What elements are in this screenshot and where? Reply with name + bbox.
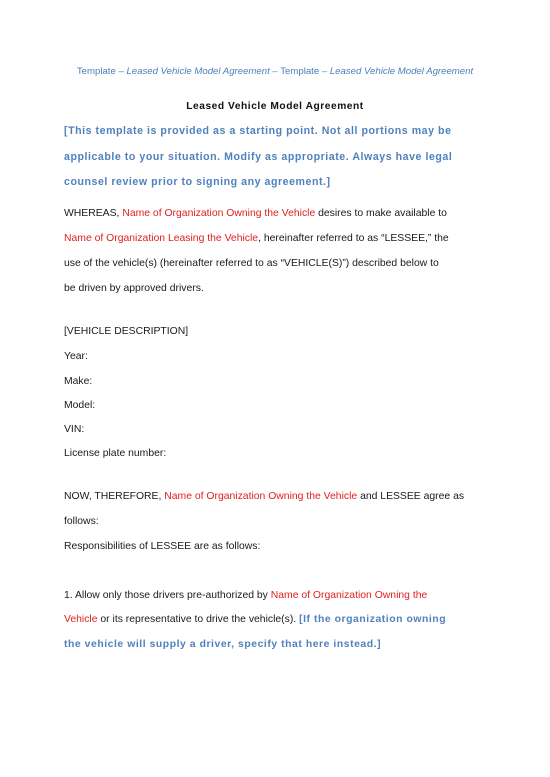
owner-org-placeholder: Name of Organization Owning the <box>270 590 428 601</box>
vehicle-vin-label: VIN: <box>64 424 85 435</box>
header-text-3: – Template – <box>269 66 330 77</box>
item-1-line-1 <box>64 590 427 601</box>
item-1-text: or its representative to drive the vehicle(s). <box>97 614 300 625</box>
vehicle-description-heading: [VEHICLE DESCRIPTION] <box>64 326 189 337</box>
whereas-line-2 <box>64 233 449 244</box>
item-1-line-2 <box>64 614 446 625</box>
item-1-text: 1. Allow only those drivers pre-authorized by <box>64 590 271 601</box>
header-text-4: Leased Vehicle Model Agreement <box>329 66 474 77</box>
therefore-line-2: follows: <box>64 516 99 527</box>
template-note-line-1: [This template is provided as a starting point. Not all portions may be <box>64 125 452 137</box>
template-note-line-3: counsel review prior to signing any agreement.] <box>64 176 331 188</box>
therefore-line-1 <box>64 491 464 502</box>
whereas-text: desires to make available to <box>315 208 447 219</box>
document-title: Leased Vehicle Model Agreement <box>186 101 364 112</box>
therefore-label: NOW, THEREFORE, <box>64 491 165 502</box>
vehicle-plate-label: License plate number: <box>64 448 167 459</box>
vehicle-year-label: Year: <box>64 351 88 362</box>
vehicle-model-label: Model: <box>64 400 96 411</box>
item-1-template-note-cont: the vehicle will supply a driver, specify that here instead.] <box>64 639 382 650</box>
whereas-line-3: use of the vehicle(s) (hereinafter referred to as “VEHICLE(S)”) described below to <box>64 258 439 269</box>
header-text-1: Template – <box>76 66 127 77</box>
owner-org-placeholder: Name of Organization Owning the Vehicle <box>122 208 316 219</box>
template-note-line-2: applicable to your situation. Modify as appropriate. Always have legal <box>64 151 453 163</box>
whereas-label: WHEREAS, <box>64 208 123 219</box>
item-1-template-note: [If the organization owning <box>299 614 447 625</box>
page-header <box>0 66 550 77</box>
therefore-text: and LESSEE agree as <box>357 491 465 502</box>
vehicle-make-label: Make: <box>64 376 93 387</box>
whereas-line-1 <box>64 208 447 219</box>
responsibilities-heading: Responsibilities of LESSEE are as follows: <box>64 541 261 552</box>
header-text-2: Leased Vehicle Model Agreement <box>126 66 270 77</box>
lessee-org-placeholder: Name of Organization Leasing the Vehicle <box>64 233 259 244</box>
owner-org-placeholder-cont: Vehicle <box>64 614 98 625</box>
owner-org-placeholder: Name of Organization Owning the Vehicle <box>164 491 358 502</box>
whereas-line-4: be driven by approved drivers. <box>64 283 204 294</box>
whereas-text: , hereinafter referred to as “LESSEE,” the <box>258 233 449 244</box>
